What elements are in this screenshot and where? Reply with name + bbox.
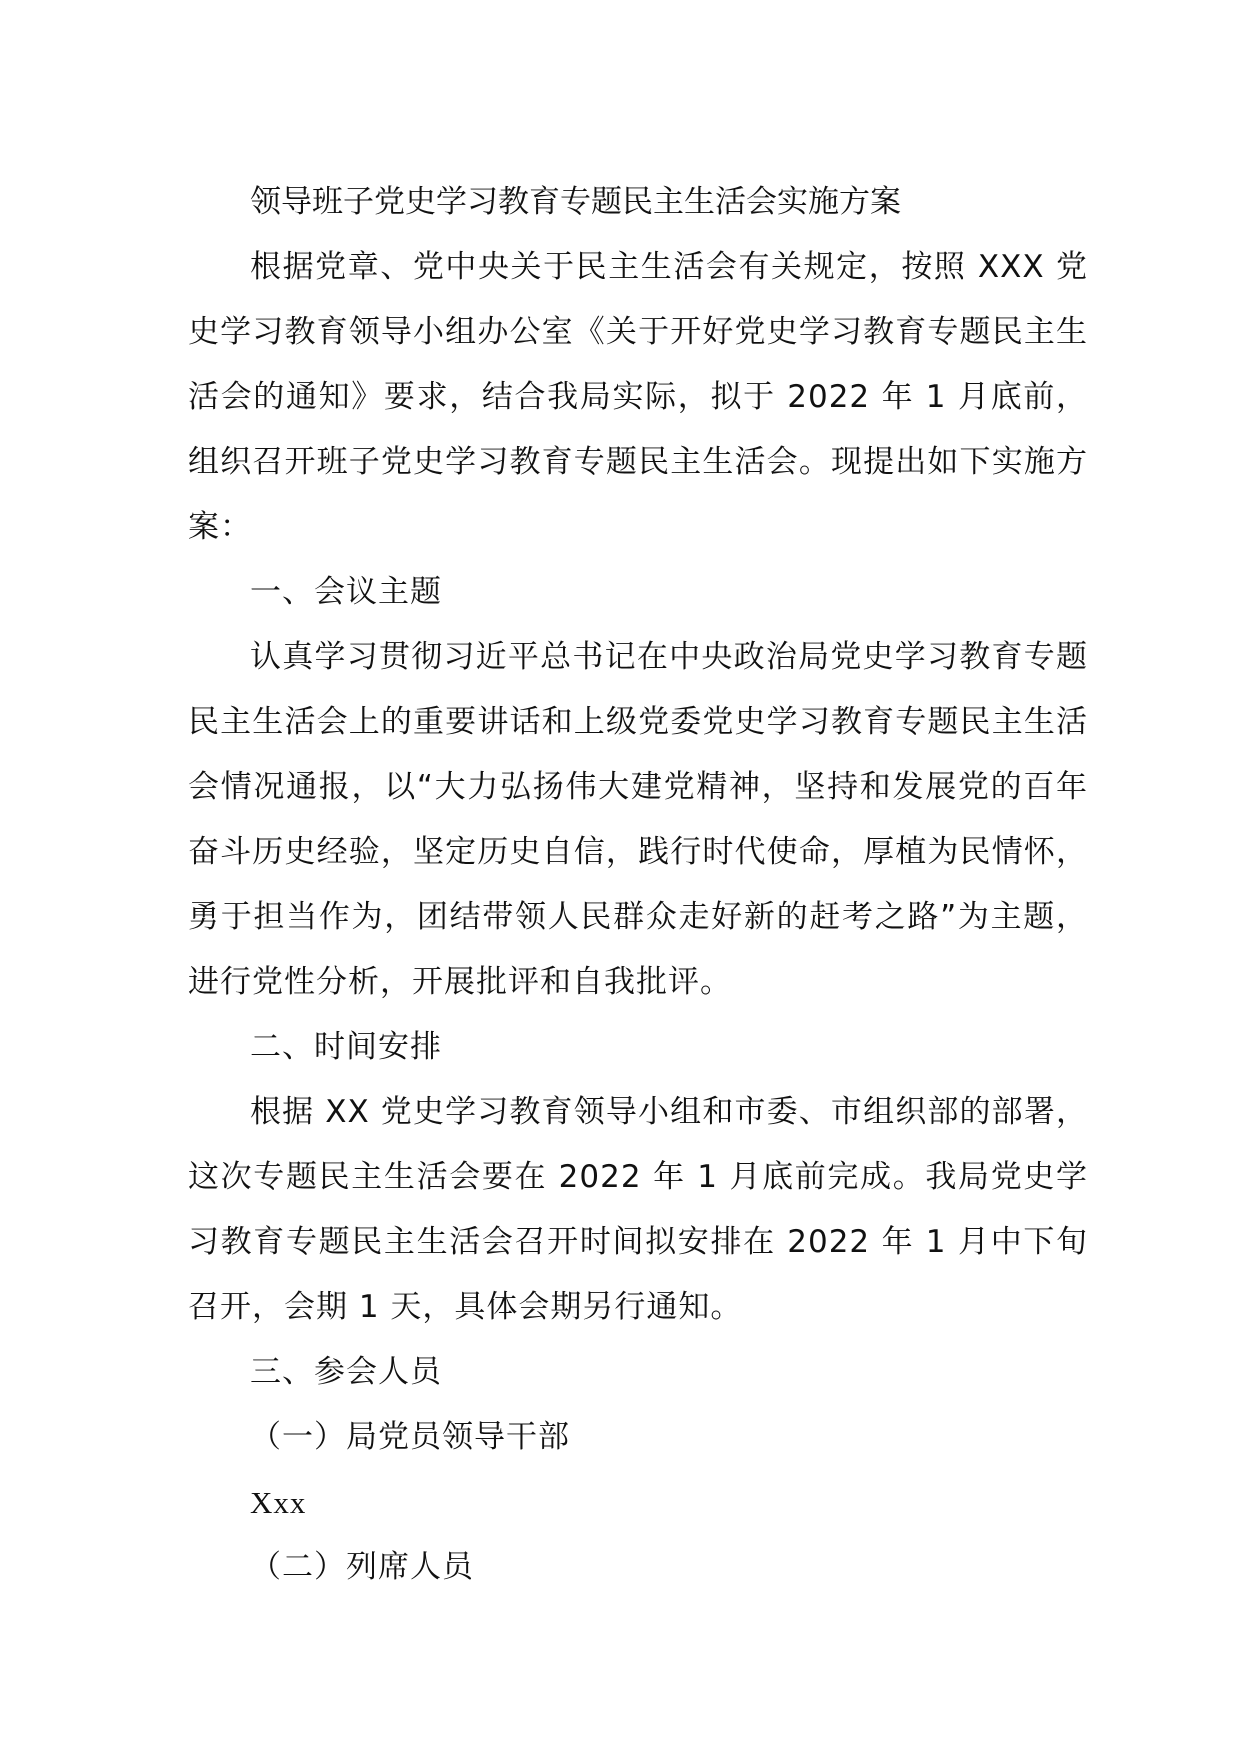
section-body-schedule: 根据 XX 党史学习教育领导小组和市委、市组织部的部署，这次专题民主生活会要在 2022 年 1 月底前完成。我局党史学习教育专题民主生活会召开时间拟安排在 2022 年 1 月中下旬召开，会期 1 天，具体会期另行通知。 xyxy=(188,1094,1088,1325)
intro-paragraph: 根据党章、党中央关于民主生活会有关规定，按照 XXX 党史学习教育领导小组办公室《关于开好党史学习教育专题民主生活会的通知》要求，结合我局实际，拟于 2022 年 1 月底前，组织召开班子党史学习教育专题民主生活会。现提出如下实施方案： xyxy=(188,249,1088,545)
section-heading-schedule: 二、时间安排 xyxy=(250,1029,442,1065)
document-body xyxy=(188,170,1088,1600)
subsection-body-party-leaders: Xxx xyxy=(250,1485,307,1520)
section-heading-attendees: 三、参会人员 xyxy=(250,1354,442,1390)
section-heading-topic: 一、会议主题 xyxy=(250,574,442,610)
document-title: 领导班子党史学习教育专题民主生活会实施方案 xyxy=(250,184,901,220)
subsection-heading-observers: （二）列席人员 xyxy=(250,1549,474,1585)
section-body-topic: 认真学习贯彻习近平总书记在中央政治局党史学习教育专题民主生活会上的重要讲话和上级党委党史学习教育专题民主生活会情况通报，以“大力弘扬伟大建党精神，坚持和发展党的百年奋斗历史经验，坚定历史自信，践行时代使命，厚植为民情怀，勇于担当作为，团结带领人民群众走好新的赶考之路”为主题，进行党性分析，开展批评和自我批评。 xyxy=(188,639,1088,1000)
subsection-heading-party-leaders: （一）局党员领导干部 xyxy=(250,1419,570,1455)
